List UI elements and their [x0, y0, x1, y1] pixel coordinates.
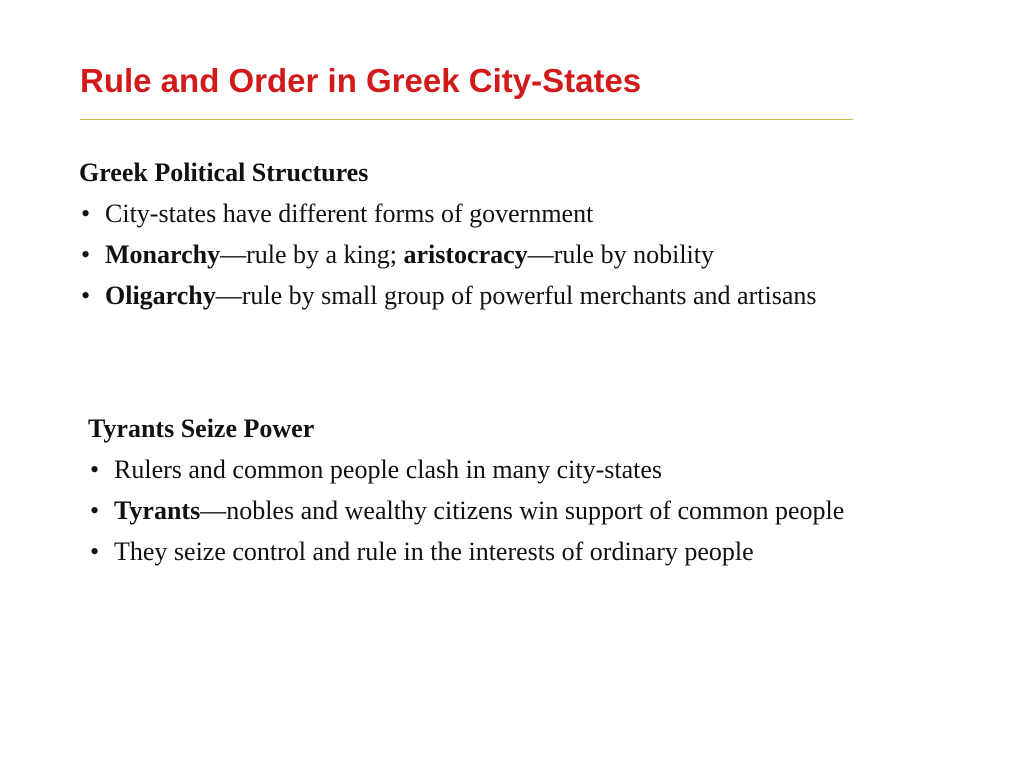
bullet-icon: •: [90, 537, 100, 566]
slide-title: Rule and Order in Greek City-States: [80, 62, 642, 99]
bullet-text: They seize control and rule in the interests of ordinary people: [114, 537, 754, 566]
bullet-text: —rule by small group of powerful merchants and artisans: [215, 281, 817, 310]
list-item: [79, 193, 959, 234]
section-heading: Tyrants Seize Power: [88, 414, 315, 443]
bullet-list: [79, 193, 959, 316]
list-item: [79, 275, 959, 316]
bullet-text: —rule by a king;: [220, 240, 404, 269]
title-divider: [80, 119, 853, 120]
term-oligarchy: Oligarchy: [105, 281, 216, 310]
term-tyrants: Tyrants: [114, 496, 201, 525]
bullet-icon: •: [90, 455, 100, 484]
bullet-text: Rulers and common people clash in many city-states: [114, 455, 663, 484]
list-item: [88, 490, 968, 531]
section-greek-political-structures: [79, 152, 959, 316]
bullet-text: City-states have different forms of government: [105, 199, 594, 228]
term-aristocracy: aristocracy: [403, 240, 528, 269]
bullet-icon: •: [81, 240, 91, 269]
section-tyrants-seize-power: [88, 408, 968, 572]
bullet-icon: •: [81, 281, 91, 310]
bullet-list: [88, 449, 968, 572]
term-monarchy: Monarchy: [105, 240, 221, 269]
list-item: [88, 531, 968, 572]
bullet-icon: •: [90, 496, 100, 525]
list-item: [79, 234, 959, 275]
list-item: [88, 449, 968, 490]
bullet-text: —rule by nobility: [527, 240, 714, 269]
section-heading: Greek Political Structures: [79, 158, 369, 187]
bullet-icon: •: [81, 199, 91, 228]
bullet-text: —nobles and wealthy citizens win support of common people: [200, 496, 845, 525]
